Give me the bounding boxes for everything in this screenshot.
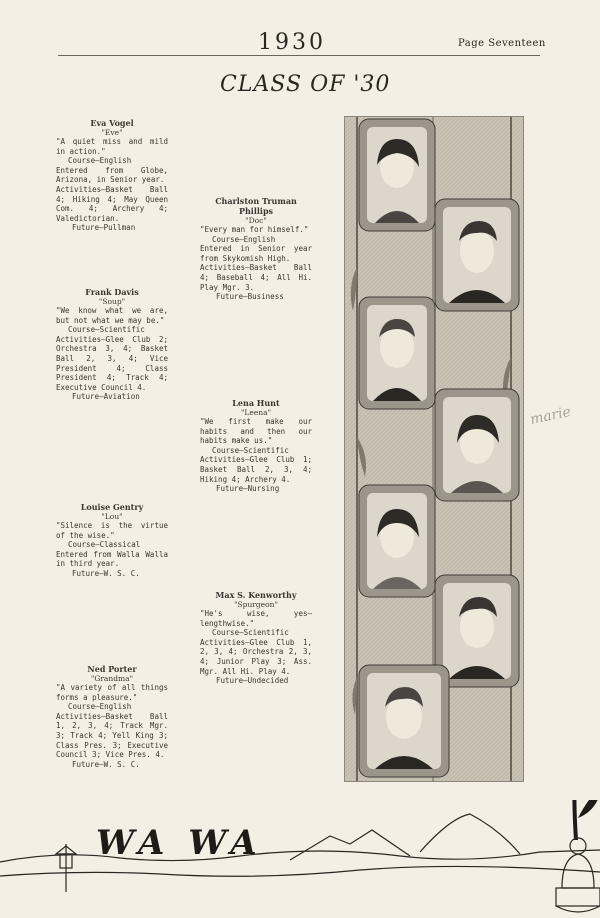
bio-line: Activities—Basket Ball 4; Baseball 4; All Hi. Play Mgr. 3. <box>200 263 312 292</box>
bio-line: "Every man for himself." <box>200 225 309 234</box>
bio-line: "We first make our habits and then our habits make us." <box>200 417 312 446</box>
student-nickname: "Leena" <box>240 408 272 417</box>
bio-line: Course—Scientific <box>212 445 289 455</box>
student-nickname: "Lou" <box>101 512 123 521</box>
bamboo-right <box>544 800 600 840</box>
student-name: Louise Gentry <box>80 502 144 512</box>
portrait-louise-gentry <box>359 485 435 597</box>
portrait-eva-vogel <box>359 119 435 231</box>
student-name: Lena Hunt <box>232 398 280 408</box>
student-nickname: "Spurgeon" <box>234 600 278 609</box>
bio-ned-porter <box>56 664 168 769</box>
student-name: Ned Porter <box>87 664 137 674</box>
bio-line: Future—Business <box>216 292 284 302</box>
bio-line: Activities—Glee Club 1; Basket Ball 2, 3, 4; Hiking 4; Archery 4. <box>200 455 312 484</box>
bio-line: Entered from Globe, Arizona, in Senior year. <box>56 165 168 185</box>
student-nickname: "Eve" <box>101 128 123 137</box>
bio-line: Future—W. S. C. <box>72 568 140 578</box>
bio-line: Activities—Basket Ball 1, 2, 3, 4; Track Mgr. 3; Track 4; Yell King 3; Class Pres. 3; Executive Council 3; Vice Pres. 4. <box>56 711 168 760</box>
wawa-logo: WA WA <box>96 823 263 863</box>
bio-line: Course—English <box>68 156 132 166</box>
bio-line: Future—Pullman <box>72 223 136 233</box>
bio-line: Entered in Senior year from Skykomish High. <box>200 244 312 263</box>
footer-landscape <box>0 800 600 918</box>
portrait-charlston-phillips <box>435 199 519 311</box>
portrait-column <box>344 116 524 782</box>
bio-line: Entered from Walla Walla in third year. <box>56 549 168 569</box>
header-rule <box>58 55 540 56</box>
bio-line: Future—Aviation <box>72 392 140 402</box>
class-title: CLASS OF '30 <box>220 72 391 97</box>
student-nickname: "Grandma" <box>90 674 134 683</box>
bio-louise-gentry <box>56 502 168 579</box>
bio-line: Course—English <box>68 702 132 712</box>
bio-lena-hunt <box>200 398 312 494</box>
bio-line: Course—Scientific <box>68 325 145 335</box>
bio-line: "We know what we are, but not what we may be." <box>56 306 168 325</box>
portrait-ned-porter <box>359 665 449 777</box>
bio-line: Activities—Glee Club 1, 2, 3, 4; Orchestra 2, 3, 4; Junior Play 3; Ass. Mgr. All Hi. Play 4. <box>200 637 312 676</box>
page-number: Page Seventeen <box>458 38 546 49</box>
lantern-post-icon <box>56 844 76 892</box>
bio-line: "He's wise, yes— lengthwise." <box>200 609 312 628</box>
student-name: Max S. Kenworthy <box>215 590 297 600</box>
student-nickname: "Soup" <box>98 297 126 306</box>
bio-line: Future—W. S. C. <box>72 759 140 769</box>
bio-line: "Silence is the virtue of the wise." <box>56 521 168 540</box>
bio-line: Course—English <box>212 234 276 244</box>
bio-eva-vogel <box>56 118 168 233</box>
bio-line: Course—Classical <box>68 540 141 550</box>
student-name: Charlston Truman Phillips <box>215 196 297 216</box>
student-nickname: "Doc" <box>245 216 267 225</box>
margin-scribble: marie <box>528 403 573 429</box>
buddha-statue-icon <box>556 838 600 912</box>
bio-charlston-phillips <box>200 196 312 302</box>
student-name: Frank Davis <box>85 287 139 297</box>
bio-line: Activities—Glee Club 2; Orchestra 3, 4; Basket Ball 2, 3, 4; Vice President 4; Class President 4; Track 4; Executive Council 4. <box>56 334 168 392</box>
portrait-collage <box>345 117 523 781</box>
bio-max-kenworthy <box>200 590 312 686</box>
portrait-lena-hunt <box>435 389 519 501</box>
bio-line: "A variety of all things forms a pleasure." <box>56 683 168 702</box>
bio-line: Future—Undecided <box>216 676 289 686</box>
portrait-frank-davis <box>359 297 435 409</box>
bio-frank-davis <box>56 287 168 402</box>
bio-line: Activities—Basket Ball 4; Hiking 4; May Queen Com. 4; Archery 4; Valedictorian. <box>56 184 168 223</box>
year-heading: 1930 <box>258 30 326 55</box>
bio-line: "A quiet miss and mild in action." <box>56 137 168 156</box>
bio-line: Future—Nursing <box>216 484 280 494</box>
student-name: Eva Vogel <box>90 118 134 128</box>
bio-line: Course—Scientific <box>212 628 289 638</box>
